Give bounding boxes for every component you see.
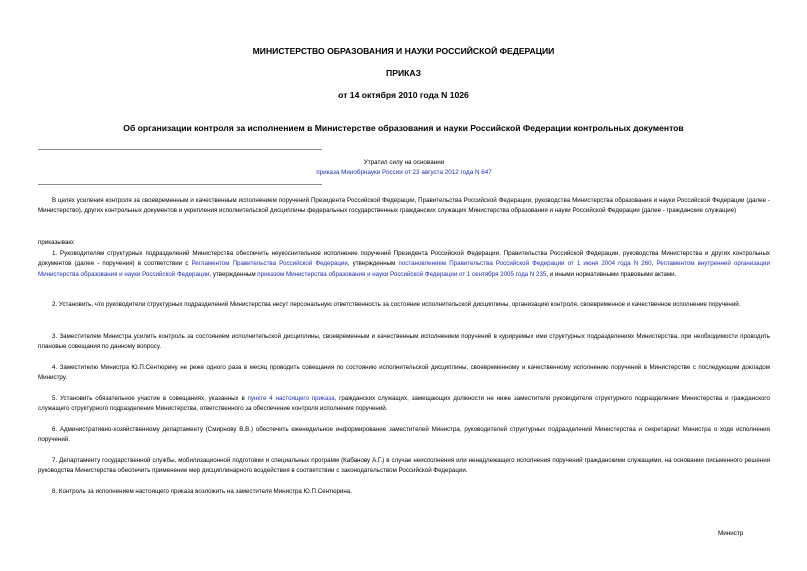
p5-text-1: 5. Установить обязательное участие в совещаниях, указанных в <box>52 395 248 402</box>
signature-label: Министр <box>718 530 744 537</box>
status-note <box>38 158 770 178</box>
paragraph-4: 4. Заместителю Министра Ю.П.Сентюрину не реже одного раза в месяц проводить совещания по состоянию исполнительской дисциплины, своевременному и качественному исполнению поручений в Министерстве с последующим докладом Министру. <box>38 364 770 382</box>
doc-type-heading: ПРИКАЗ <box>386 68 421 78</box>
p1-link-internal-regulations[interactable]: Регламентом внутренней организации Министерства образования и науки Российской Федерации <box>38 260 770 278</box>
p1-text-5: , и иными нормативными правовыми актами. <box>546 270 677 278</box>
paragraph-7: 7. Департаменту государственной службы, мобилизационной подготовки и специальных программ (Кабанову А.Г.) в случае неисполнения или ненадлежащего исполнения поручений гражданскими служащими, на основании письменного решения руководства Министерства обеспечить применение мер дисциплинарного воздействия в соответствии с законодательством Российской Федерации. <box>38 457 770 475</box>
p1-link-government-decree[interactable]: постановлением Правительства Российской Федерации от 1 июня 2004 года N 260 <box>398 260 652 268</box>
status-line: Утратил силу на основании <box>363 159 445 166</box>
p1-text-3: , <box>651 260 657 268</box>
top-divider <box>38 149 322 150</box>
paragraph-5 <box>38 394 770 415</box>
p5-text-2: , гражданских служащих, замещающих должности не ниже заместителя руководителя структурного подразделения Министерства и гражданского служащего структурного подразделения Министерства, ответственного за обеспечение контроля исполнения поручений. <box>38 395 770 413</box>
document-title: Об организации контроля за исполнением в Министерстве образования и науки Российской Федерации контрольных документов <box>123 123 684 133</box>
paragraph-1 <box>38 249 770 280</box>
paragraph-6: 6. Административно-хозяйственному департаменту (Смирнову В.В.) обеспечить еженедельное информирование заместителей Министра, руководителей структурных подразделений Министерства и секретариат Министра о ходе исполнения поручений. <box>38 426 770 444</box>
p1-link-regulations-government[interactable]: Регламентом Правительства Российской Федерации <box>191 260 348 268</box>
preamble-paragraph <box>38 196 770 217</box>
paragraph-3: 3. Заместителям Министра усилить контроль за состоянием исполнительской дисциплины, своевременным и качественным исполнением поручений в курируемых ими структурных подразделениях Министерства, при необходимости проводить плановые совещания по данному вопросу. <box>38 333 770 351</box>
paragraph-8: 8. Контроль за исполнением настоящего приказа возложить на заместителя Министра Ю.П.Сентюрина. <box>52 488 352 495</box>
p1-text-2: , утвержденным <box>347 260 399 268</box>
p1-text-1: 1. Руководителям структурных подразделений Министерства обеспечить неукоснительное исполнение поручений Президента Российской Федерации, Правительства Российской Федерации, руководства Министерства и других контрольных документов (далее - поручения) в соответствии с <box>38 250 770 268</box>
p5-link-point-4[interactable]: пункте 4 настоящего приказа <box>247 395 335 402</box>
preamble-text: В целях усиления контроля за своевременным и качественным исполнением поручений Президента Российской Федерации, Правительства Российской Федерации, руководства Министерства образования и науки Российской Федерации (далее - Министерство), других контрольных документов и укрепления исполнительской дисциплины федеральных государственных гражданских служащих Министерства образования и науки Российской Федерации (далее - гражданские служащие) <box>38 197 770 215</box>
bottom-divider <box>38 184 322 185</box>
order-word: приказываю: <box>38 239 75 246</box>
status-link[interactable]: приказа Минобрнауки России от 23 августа 2012 года N 647 <box>316 169 492 176</box>
p1-link-ministry-order[interactable]: приказом Министерства образования и науки Российской Федерации от 1 сентября 2005 года N 235 <box>257 270 547 278</box>
date-number-heading: от 14 октября 2010 года N 1026 <box>338 90 469 100</box>
paragraph-2: 2. Установить, что руководители структурных подразделений Министерства несут персональную ответственность за состояние исполнительской дисциплины, организацию контроля, своевременное и качественное исполнение поручений. <box>52 301 741 308</box>
ministry-heading: МИНИСТЕРСТВО ОБРАЗОВАНИЯ И НАУКИ РОССИЙСКОЙ ФЕДЕРАЦИИ <box>252 46 555 56</box>
p1-text-4: , утвержденным <box>209 270 258 278</box>
